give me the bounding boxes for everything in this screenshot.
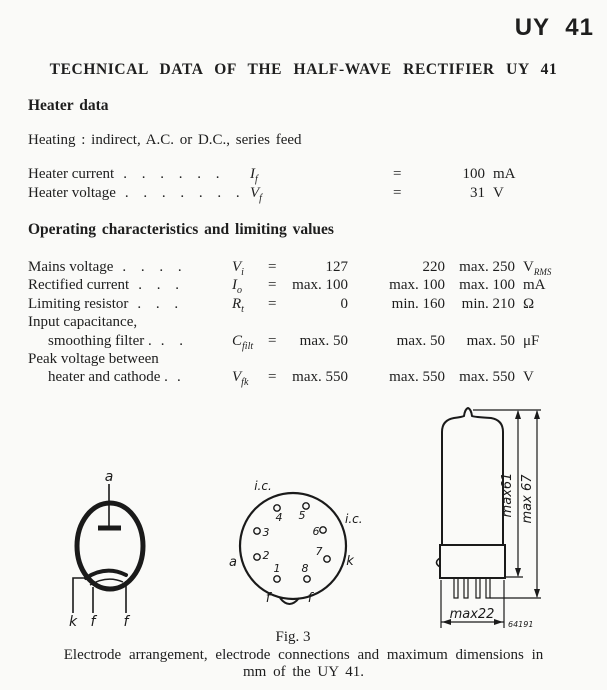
tube-pin-4 (486, 578, 490, 598)
anode-label: a (104, 469, 114, 485)
unit: mA (523, 277, 546, 294)
pin-6 (320, 527, 326, 533)
ic-top-label: i.c. (254, 479, 272, 493)
unit: Ω (523, 295, 535, 312)
dot-leader: . . . (137, 295, 180, 312)
f-right-pin-label: f (307, 591, 313, 606)
dot-leader: . . . . (122, 259, 183, 275)
drawing-number: 64191 (508, 620, 534, 629)
filament-label-right: f (123, 614, 129, 630)
row-pre-label: Peak voltage between (28, 351, 159, 368)
page-model-header: UY 41 (514, 14, 594, 41)
row-label: Heater current . . . . . . (28, 166, 221, 182)
ic-right-label: i.c. (345, 512, 363, 526)
value-col1: max. 550 (292, 369, 348, 386)
value-col2: 220 (422, 259, 445, 275)
filament-label-left: f (90, 614, 96, 630)
equals-sign: = (268, 369, 277, 386)
operating-heading: Operating characteristics and limiting values (28, 221, 334, 238)
height-inner-dimension: max61 (500, 472, 515, 518)
pin-4-number: 4 (275, 511, 283, 524)
equals-sign: = (393, 185, 402, 201)
unit: V (493, 185, 504, 201)
value-col1: max. 100 (292, 277, 348, 294)
equals-sign: = (268, 277, 277, 294)
symbol: $R_t$ (232, 295, 244, 315)
figure-caption-line1: Electrode arrangement, electrode connections and maximum dimensions in (63, 647, 544, 663)
width-dimension: max22 (449, 607, 495, 622)
dot-leader: . . . . . . (123, 166, 221, 182)
unit: μF (523, 332, 540, 349)
equals-sign: = (268, 332, 277, 349)
dot-leader: . . . (138, 277, 180, 294)
symbol: $C_{filt}$ (232, 332, 254, 352)
table-row (28, 258, 607, 276)
base-connections-diagram (218, 452, 398, 612)
f-left-pin-label: f (265, 591, 271, 606)
pin-7 (324, 556, 330, 562)
arrowhead (534, 589, 540, 598)
value-col2: max. 50 (396, 332, 445, 349)
value-col2: max. 550 (389, 369, 445, 386)
pin-8 (304, 576, 310, 582)
cathode-label: k (68, 614, 78, 630)
pin-3-number: 3 (262, 526, 270, 539)
tube-pin-3 (476, 578, 480, 598)
heater-table (28, 165, 607, 203)
symbol: $I_o$ (232, 277, 242, 297)
symbol: $V_{fk}$ (232, 369, 249, 389)
symbol: $V_f$ (250, 185, 262, 204)
unit: V (523, 369, 534, 386)
equals-sign: = (393, 166, 402, 182)
electrode-arrangement-diagram (40, 468, 190, 633)
value-col1: 0 (340, 295, 348, 312)
equals-sign: = (268, 295, 277, 312)
pin-3 (254, 528, 260, 534)
table-row (28, 276, 607, 297)
value-col3: min. 210 (461, 295, 515, 312)
value-col1: max. 50 (299, 332, 348, 349)
pin-5-number: 5 (298, 509, 306, 522)
pin-2 (254, 554, 260, 560)
dot-leader: . . (160, 332, 184, 349)
figure-number: Fig. 3 (275, 629, 311, 645)
figure-caption-line2: mm of the UY 41. (242, 664, 364, 680)
heating-note: Heating : indirect, A.C. or D.C., series feed (28, 132, 302, 148)
dot-leader: . . . . . . . (124, 185, 241, 201)
cathode-arc (86, 571, 126, 578)
row-label: Limiting resistor . . . (28, 295, 180, 312)
arrowhead (534, 410, 540, 419)
tube-envelope-outline (442, 408, 503, 545)
table-row (28, 295, 607, 313)
symbol: $I_f$ (250, 166, 258, 185)
dimension-outline-drawing (398, 400, 607, 643)
tube-pin-2 (464, 578, 468, 598)
pin-6-number: 6 (312, 525, 320, 538)
value-col2: max. 100 (389, 277, 445, 294)
value-col3: max. 250 (459, 259, 515, 275)
cathode-pin-label: k (346, 554, 354, 569)
dot-leader: . (176, 369, 182, 386)
table-row (28, 165, 607, 184)
unit: mA (493, 166, 516, 182)
value-col2: min. 160 (391, 295, 445, 312)
row-label: Rectified current . . . (28, 277, 180, 294)
value-col3: max. 50 (466, 332, 515, 349)
value-col3: max. 100 (459, 277, 515, 294)
table-row (28, 184, 607, 203)
anode-pin-label: a (229, 555, 237, 570)
pin-2-number: 2 (262, 549, 270, 562)
row-label: heater and cathode . . (48, 369, 182, 386)
value: 31 (470, 185, 485, 201)
pin-8-number: 8 (301, 562, 309, 575)
table-row (28, 368, 607, 389)
row-label: smoothing filter . . . (48, 332, 184, 349)
arrowhead (515, 568, 521, 577)
arrowhead (494, 619, 503, 625)
row-label: Heater voltage . . . . . . . (28, 185, 241, 201)
page-title: TECHNICAL DATA OF THE HALF-WAVE RECTIFIER UY 41 (49, 61, 558, 78)
row-label: Mains voltage . . . . (28, 259, 183, 275)
cathode-lead (73, 578, 86, 613)
value: 100 (462, 166, 485, 182)
heater-data-heading: Heater data (28, 97, 109, 114)
arrowhead (515, 410, 521, 419)
pin-7-number: 7 (315, 545, 323, 558)
tube-pin-1 (454, 578, 458, 598)
operating-table (28, 258, 607, 387)
row-pre-label: Input capacitance, (28, 314, 138, 331)
value-col3: max. 550 (459, 369, 515, 386)
pin-1-number: 1 (273, 562, 281, 575)
figure-area (0, 395, 607, 645)
symbol: $V_i$ (232, 259, 244, 278)
height-outer-dimension: max 67 (520, 474, 535, 524)
unit: $V_{RMS}$ (523, 259, 552, 277)
base-outline (240, 493, 346, 599)
table-row (28, 332, 607, 350)
pin-1 (274, 576, 280, 582)
equals-sign: = (268, 259, 277, 275)
value-col1: 127 (325, 259, 348, 275)
tube-base (440, 545, 505, 578)
